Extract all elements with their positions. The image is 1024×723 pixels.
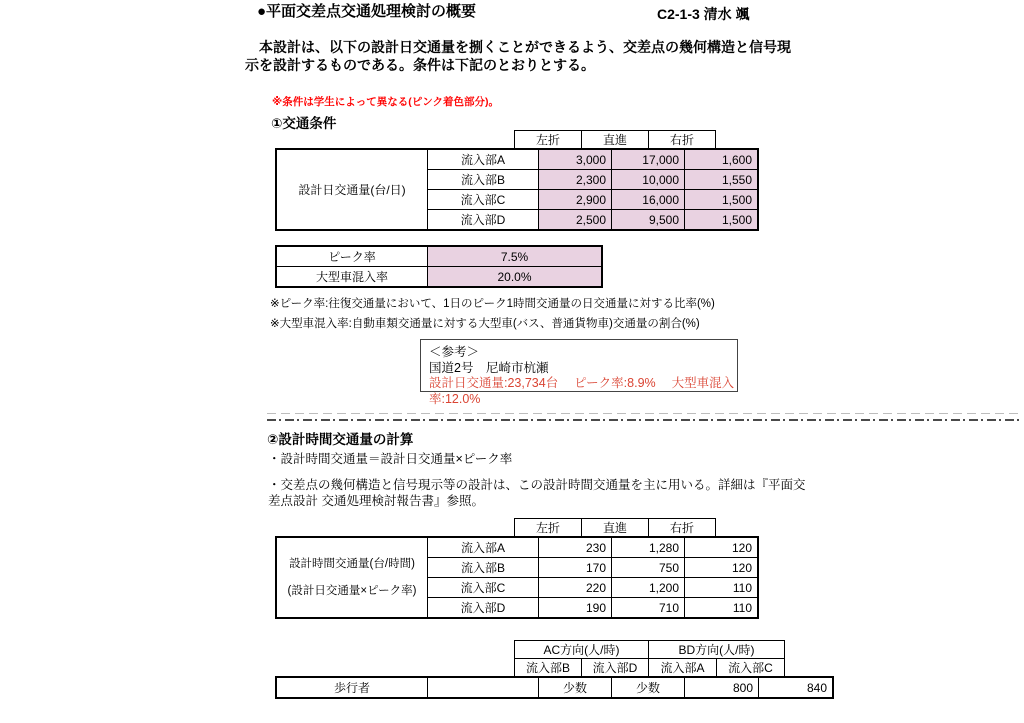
table-row <box>276 267 602 288</box>
value-cell: 2,300 <box>539 170 612 190</box>
table-row <box>276 149 758 170</box>
value-cell: 1,200 <box>612 578 685 598</box>
row-label-daily-volume: 設計日交通量(台/日) <box>276 149 428 230</box>
section1-heading: ①交通条件 <box>271 116 337 131</box>
page-break-divider-faint <box>267 413 1023 414</box>
table-row <box>515 641 785 659</box>
value-cell: 10,000 <box>612 170 685 190</box>
col-header-straight: 直進 <box>582 519 649 537</box>
author-id: C2-1-3 清水 颯 <box>657 6 750 22</box>
row-label-inflow-b: 流入部B <box>428 170 539 190</box>
value-cell: 17,000 <box>612 149 685 170</box>
value-cell: 710 <box>612 598 685 619</box>
bullet-usage: ・交差点の幾何構造と信号現示等の設計は、この設計時間交通量を主に用いる。詳細は『平面交差点設計 交通処理検討報告書』参照。 <box>268 478 806 508</box>
group-header-bd: BD方向(人/時) <box>649 641 785 659</box>
hourly-table-header <box>514 518 716 537</box>
page-title: ●平面交差点交通処理検討の概要 <box>257 3 477 20</box>
col-header-left-turn: 左折 <box>515 131 582 149</box>
row-label-line1: 設計時間交通量(台/時間) <box>289 558 415 570</box>
value-cell: 1,550 <box>685 170 759 190</box>
table-row <box>515 659 785 677</box>
row-label-inflow-d: 流入部D <box>428 598 539 619</box>
value-cell: 120 <box>685 537 759 558</box>
row-label-heavy-vehicle-rate: 大型車混入率 <box>276 267 428 288</box>
bullet-formula: ・設計時間交通量＝設計日交通量×ピーク率 <box>268 452 513 466</box>
row-label-inflow-d: 流入部D <box>428 210 539 231</box>
table-row <box>276 246 602 267</box>
daily-table-header <box>514 130 716 149</box>
value-cell: 1,280 <box>612 537 685 558</box>
hourly-traffic-table <box>275 536 759 619</box>
value-cell: 800 <box>685 677 759 698</box>
col-header-right-turn: 右折 <box>649 519 716 537</box>
value-cell: 3,000 <box>539 149 612 170</box>
row-label-hourly-volume <box>276 537 428 618</box>
page-break-divider <box>267 419 1023 421</box>
note-heavy-vehicle-rate: ※大型車混入率:自動車類交通量に対する大型車(バス、普通貨物車)交通量の割合(%) <box>270 318 700 330</box>
value-cell: 230 <box>539 537 612 558</box>
rate-table <box>275 245 603 288</box>
col-header-right-turn: 右折 <box>649 131 716 149</box>
value-cell: 2,500 <box>539 210 612 231</box>
table-row <box>276 677 833 698</box>
value-cell: 840 <box>759 677 834 698</box>
value-cell: 20.0% <box>428 267 603 288</box>
empty-cell <box>428 677 539 698</box>
intro-paragraph: 本設計は、以下の設計日交通量を捌くことができるよう、交差点の幾何構造と信号現示を設計するものである。条件は下記のとおりとする。 <box>245 39 791 73</box>
value-cell: 1,500 <box>685 210 759 231</box>
col-header-inflow-d: 流入部D <box>582 659 649 677</box>
group-header-ac: AC方向(人/時) <box>515 641 649 659</box>
value-cell: 1,500 <box>685 190 759 210</box>
reference-stats: 設計日交通量:23,734台 ピーク率:8.9% 大型車混入率:12.0% <box>429 376 735 406</box>
table-row <box>515 131 716 149</box>
row-label-inflow-c: 流入部C <box>428 578 539 598</box>
col-header-inflow-a: 流入部A <box>649 659 717 677</box>
row-label-inflow-c: 流入部C <box>428 190 539 210</box>
table-row <box>276 537 758 558</box>
row-label-inflow-a: 流入部A <box>428 537 539 558</box>
pedestrian-table <box>275 676 834 699</box>
row-label-inflow-b: 流入部B <box>428 558 539 578</box>
value-cell: 16,000 <box>612 190 685 210</box>
row-label-pedestrian: 歩行者 <box>276 677 428 698</box>
value-cell: 2,900 <box>539 190 612 210</box>
pink-condition-note: ※条件は学生によって異なる(ピンク着色部分)。 <box>272 96 499 108</box>
reference-title: ＜参考＞ <box>429 345 480 359</box>
value-cell: 170 <box>539 558 612 578</box>
col-header-left-turn: 左折 <box>515 519 582 537</box>
row-label-line2: (設計日交通量×ピーク率) <box>287 585 417 597</box>
row-label-peak-rate: ピーク率 <box>276 246 428 267</box>
table-row <box>515 519 716 537</box>
reference-box <box>420 339 738 406</box>
value-cell: 220 <box>539 578 612 598</box>
value-cell: 120 <box>685 558 759 578</box>
value-cell: 少数 <box>612 677 685 698</box>
daily-traffic-table <box>275 148 759 231</box>
reference-location: 国道2号 尼崎市杭瀬 <box>429 360 549 375</box>
row-label-inflow-a: 流入部A <box>428 149 539 170</box>
value-cell: 190 <box>539 598 612 619</box>
value-cell: 少数 <box>539 677 612 698</box>
value-cell: 7.5% <box>428 246 603 267</box>
pedestrian-table-header <box>514 640 785 677</box>
col-header-inflow-b: 流入部B <box>515 659 582 677</box>
col-header-straight: 直進 <box>582 131 649 149</box>
note-peak-rate: ※ピーク率:往復交通量において、1日のピーク1時間交通量の日交通量に対する比率(%) <box>270 298 715 310</box>
value-cell: 750 <box>612 558 685 578</box>
col-header-inflow-c: 流入部C <box>717 659 785 677</box>
value-cell: 9,500 <box>612 210 685 231</box>
value-cell: 1,600 <box>685 149 759 170</box>
section2-heading: ②設計時間交通量の計算 <box>267 432 414 447</box>
value-cell: 110 <box>685 598 759 619</box>
value-cell: 110 <box>685 578 759 598</box>
